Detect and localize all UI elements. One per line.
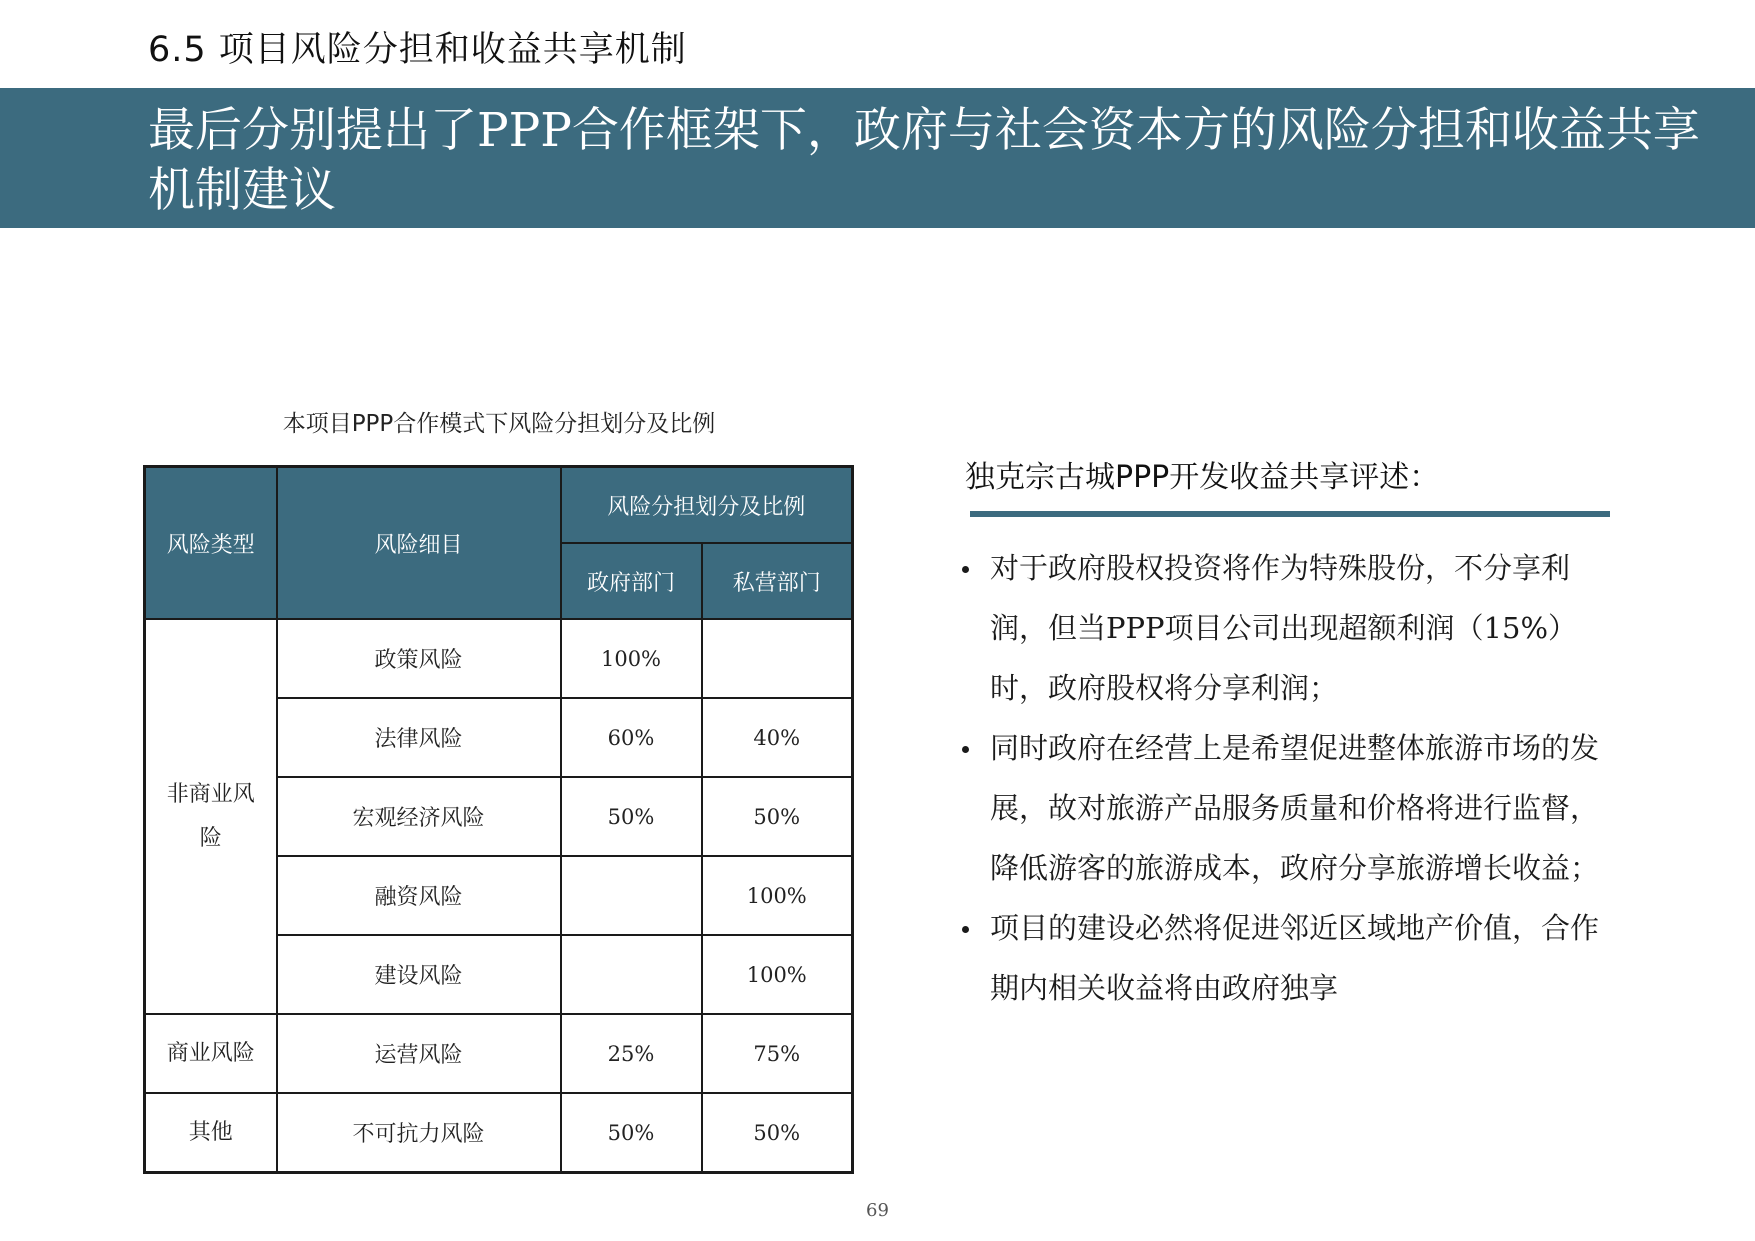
bullet-item [962, 718, 1622, 898]
gov-share-cell: 60% [561, 698, 702, 777]
private-share-cell: 50% [702, 777, 853, 856]
bullet-dot-icon [962, 746, 969, 753]
bullet-text: 同时政府在经营上是希望促进整体旅游市场的发展，故对旅游产品服务质量和价格将进行监督，降低游客的旅游成本，政府分享旅游增长收益； [990, 731, 1600, 885]
risk-sharing-table [143, 465, 854, 1174]
risk-item-cell: 运营风险 [277, 1014, 561, 1093]
gov-share-cell: 25% [561, 1014, 702, 1093]
header-private: 私营部门 [702, 543, 853, 619]
private-share-cell: 75% [702, 1014, 853, 1093]
bullet-dot-icon [962, 926, 969, 933]
table-row [145, 1014, 853, 1093]
bullet-dot-icon [962, 566, 969, 573]
gov-share-cell [561, 935, 702, 1014]
gov-share-cell [561, 856, 702, 935]
private-share-cell: 100% [702, 935, 853, 1014]
gov-share-cell: 100% [561, 619, 702, 698]
bullet-text: 项目的建设必然将促进邻近区域地产价值，合作期内相关收益将由政府独享 [990, 911, 1600, 1005]
risk-item-cell: 法律风险 [277, 698, 561, 777]
table-row [145, 619, 853, 698]
bullet-text: 对于政府股权投资将作为特殊股份，不分享利润，但当PPP项目公司出现超额利润（15%）时，政府股权将分享利润； [990, 551, 1577, 705]
header-risk-type: 风险类型 [145, 467, 277, 620]
panel-title: 独克宗古城PPP开发收益共享评述： [965, 460, 1440, 495]
panel-divider [970, 511, 1610, 517]
risk-category-cell: 商业风险 [145, 1014, 277, 1093]
bullet-item [962, 898, 1622, 1018]
table-body [145, 619, 853, 1173]
header-gov: 政府部门 [561, 543, 702, 619]
risk-item-cell: 不可抗力风险 [277, 1093, 561, 1173]
gov-share-cell: 50% [561, 777, 702, 856]
private-share-cell: 50% [702, 1093, 853, 1173]
section-title: 6.5 项目风险分担和收益共享机制 [148, 30, 687, 70]
table-row [145, 1093, 853, 1173]
bullet-item [962, 538, 1622, 718]
private-share-cell [702, 619, 853, 698]
private-share-cell: 100% [702, 856, 853, 935]
risk-item-cell: 政策风险 [277, 619, 561, 698]
gov-share-cell: 50% [561, 1093, 702, 1173]
risk-item-cell: 宏观经济风险 [277, 777, 561, 856]
risk-category-cell: 其他 [145, 1093, 277, 1173]
header-risk-item: 风险细目 [277, 467, 561, 620]
private-share-cell: 40% [702, 698, 853, 777]
page-number: 69 [866, 1200, 889, 1221]
bullet-list [962, 538, 1622, 1018]
table-caption: 本项目PPP合作模式下风险分担划分及比例 [282, 411, 716, 437]
risk-category-cell: 非商业风险 [145, 619, 277, 1014]
risk-item-cell: 建设风险 [277, 935, 561, 1014]
banner-headline: 最后分别提出了PPP合作框架下，政府与社会资本方的风险分担和收益共享机制建议 [148, 103, 1700, 218]
risk-item-cell: 融资风险 [277, 856, 561, 935]
header-share: 风险分担划分及比例 [561, 467, 853, 544]
